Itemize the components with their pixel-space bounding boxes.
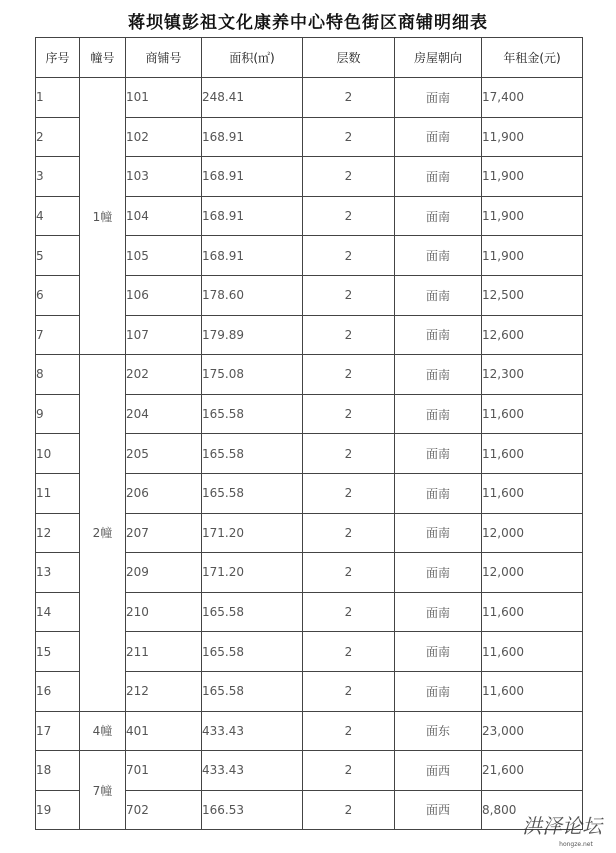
cell-building: 1幢 (80, 78, 126, 355)
cell-shop-number: 207 (126, 513, 202, 553)
cell-floors: 2 (303, 196, 395, 236)
column-header-area: 面积(㎡) (202, 38, 303, 78)
cell-area: 165.58 (202, 671, 303, 711)
cell-seq: 18 (36, 751, 80, 791)
cell-building: 7幢 (80, 751, 126, 830)
cell-floors: 2 (303, 751, 395, 791)
cell-shop-number: 103 (126, 157, 202, 197)
cell-shop-number: 104 (126, 196, 202, 236)
cell-area: 168.91 (202, 196, 303, 236)
cell-orientation: 面南 (395, 157, 482, 197)
cell-area: 178.60 (202, 275, 303, 315)
cell-floors: 2 (303, 236, 395, 276)
cell-floors: 2 (303, 275, 395, 315)
svg-text:洪泽论坛: 洪泽论坛 (522, 814, 602, 838)
cell-seq: 13 (36, 553, 80, 593)
cell-floors: 2 (303, 355, 395, 395)
cell-shop-number: 212 (126, 671, 202, 711)
cell-floors: 2 (303, 671, 395, 711)
column-header-shop: 商铺号 (126, 38, 202, 78)
cell-building: 4幢 (80, 711, 126, 751)
cell-orientation: 面南 (395, 236, 482, 276)
cell-seq: 14 (36, 592, 80, 632)
cell-rent: 23,000 (482, 711, 583, 751)
cell-floors: 2 (303, 790, 395, 830)
cell-rent: 11,600 (482, 473, 583, 513)
cell-seq: 11 (36, 473, 80, 513)
cell-seq: 1 (36, 78, 80, 118)
cell-rent: 12,500 (482, 275, 583, 315)
table-row (36, 711, 583, 751)
cell-rent: 11,600 (482, 434, 583, 474)
cell-seq: 19 (36, 790, 80, 830)
cell-seq: 17 (36, 711, 80, 751)
cell-orientation: 面南 (395, 553, 482, 593)
shop-table (35, 37, 583, 830)
cell-orientation: 面南 (395, 671, 482, 711)
cell-area: 166.53 (202, 790, 303, 830)
cell-seq: 5 (36, 236, 80, 276)
cell-seq: 6 (36, 275, 80, 315)
cell-seq: 15 (36, 632, 80, 672)
cell-shop-number: 701 (126, 751, 202, 791)
cell-area: 165.58 (202, 473, 303, 513)
cell-floors: 2 (303, 434, 395, 474)
cell-rent: 12,600 (482, 315, 583, 355)
cell-floors: 2 (303, 632, 395, 672)
cell-rent: 11,900 (482, 236, 583, 276)
cell-rent: 11,900 (482, 117, 583, 157)
cell-seq: 7 (36, 315, 80, 355)
cell-area: 168.91 (202, 157, 303, 197)
cell-area: 165.58 (202, 394, 303, 434)
table-row (36, 78, 583, 118)
cell-orientation: 面南 (395, 196, 482, 236)
cell-area: 165.58 (202, 434, 303, 474)
cell-seq: 2 (36, 117, 80, 157)
column-header-floors: 层数 (303, 38, 395, 78)
cell-floors: 2 (303, 711, 395, 751)
table-row (36, 751, 583, 791)
cell-shop-number: 107 (126, 315, 202, 355)
cell-shop-number: 210 (126, 592, 202, 632)
cell-floors: 2 (303, 553, 395, 593)
cell-shop-number: 211 (126, 632, 202, 672)
column-header-seq: 序号 (36, 38, 80, 78)
cell-orientation: 面西 (395, 790, 482, 830)
cell-shop-number: 106 (126, 275, 202, 315)
cell-rent: 12,000 (482, 553, 583, 593)
cell-shop-number: 209 (126, 553, 202, 593)
cell-area: 433.43 (202, 711, 303, 751)
cell-rent: 12,300 (482, 355, 583, 395)
cell-seq: 9 (36, 394, 80, 434)
cell-orientation: 面南 (395, 117, 482, 157)
document-title: 蒋坝镇彭祖文化康养中心特色街区商铺明细表 (128, 13, 488, 33)
cell-seq: 4 (36, 196, 80, 236)
cell-orientation: 面南 (395, 513, 482, 553)
cell-rent: 11,600 (482, 592, 583, 632)
cell-area: 168.91 (202, 236, 303, 276)
cell-orientation: 面南 (395, 355, 482, 395)
cell-seq: 16 (36, 671, 80, 711)
cell-shop-number: 401 (126, 711, 202, 751)
cell-building: 2幢 (80, 355, 126, 711)
cell-shop-number: 102 (126, 117, 202, 157)
cell-rent: 21,600 (482, 751, 583, 791)
cell-area: 433.43 (202, 751, 303, 791)
cell-area: 165.58 (202, 632, 303, 672)
cell-area: 171.20 (202, 513, 303, 553)
cell-floors: 2 (303, 394, 395, 434)
cell-floors: 2 (303, 473, 395, 513)
cell-seq: 12 (36, 513, 80, 553)
cell-rent: 17,400 (482, 78, 583, 118)
cell-area: 171.20 (202, 553, 303, 593)
cell-orientation: 面南 (395, 473, 482, 513)
cell-floors: 2 (303, 78, 395, 118)
cell-seq: 3 (36, 157, 80, 197)
cell-rent: 11,900 (482, 157, 583, 197)
cell-shop-number: 206 (126, 473, 202, 513)
cell-rent: 11,600 (482, 394, 583, 434)
cell-floors: 2 (303, 157, 395, 197)
cell-area: 168.91 (202, 117, 303, 157)
table-header-row (36, 38, 583, 78)
cell-floors: 2 (303, 592, 395, 632)
cell-floors: 2 (303, 315, 395, 355)
svg-text:hongze.net: hongze.net (559, 841, 593, 848)
cell-orientation: 面东 (395, 711, 482, 751)
cell-orientation: 面南 (395, 315, 482, 355)
cell-orientation: 面南 (395, 632, 482, 672)
cell-shop-number: 702 (126, 790, 202, 830)
cell-rent: 8,800 (482, 790, 583, 830)
cell-area: 175.08 (202, 355, 303, 395)
column-header-rent: 年租金(元) (482, 38, 583, 78)
cell-orientation: 面西 (395, 751, 482, 791)
table-row (36, 355, 583, 395)
cell-orientation: 面南 (395, 434, 482, 474)
site-watermark-logo (514, 809, 610, 849)
cell-shop-number: 204 (126, 394, 202, 434)
cell-area: 179.89 (202, 315, 303, 355)
cell-seq: 8 (36, 355, 80, 395)
cell-orientation: 面南 (395, 275, 482, 315)
cell-rent: 12,000 (482, 513, 583, 553)
cell-rent: 11,900 (482, 196, 583, 236)
cell-floors: 2 (303, 117, 395, 157)
cell-rent: 11,600 (482, 671, 583, 711)
cell-shop-number: 205 (126, 434, 202, 474)
cell-floors: 2 (303, 513, 395, 553)
cell-orientation: 面南 (395, 78, 482, 118)
cell-seq: 10 (36, 434, 80, 474)
column-header-building: 幢号 (80, 38, 126, 78)
cell-area: 165.58 (202, 592, 303, 632)
cell-orientation: 面南 (395, 592, 482, 632)
column-header-orientation: 房屋朝向 (395, 38, 482, 78)
cell-shop-number: 105 (126, 236, 202, 276)
cell-area: 248.41 (202, 78, 303, 118)
cell-rent: 11,600 (482, 632, 583, 672)
cell-shop-number: 202 (126, 355, 202, 395)
cell-shop-number: 101 (126, 78, 202, 118)
cell-orientation: 面南 (395, 394, 482, 434)
